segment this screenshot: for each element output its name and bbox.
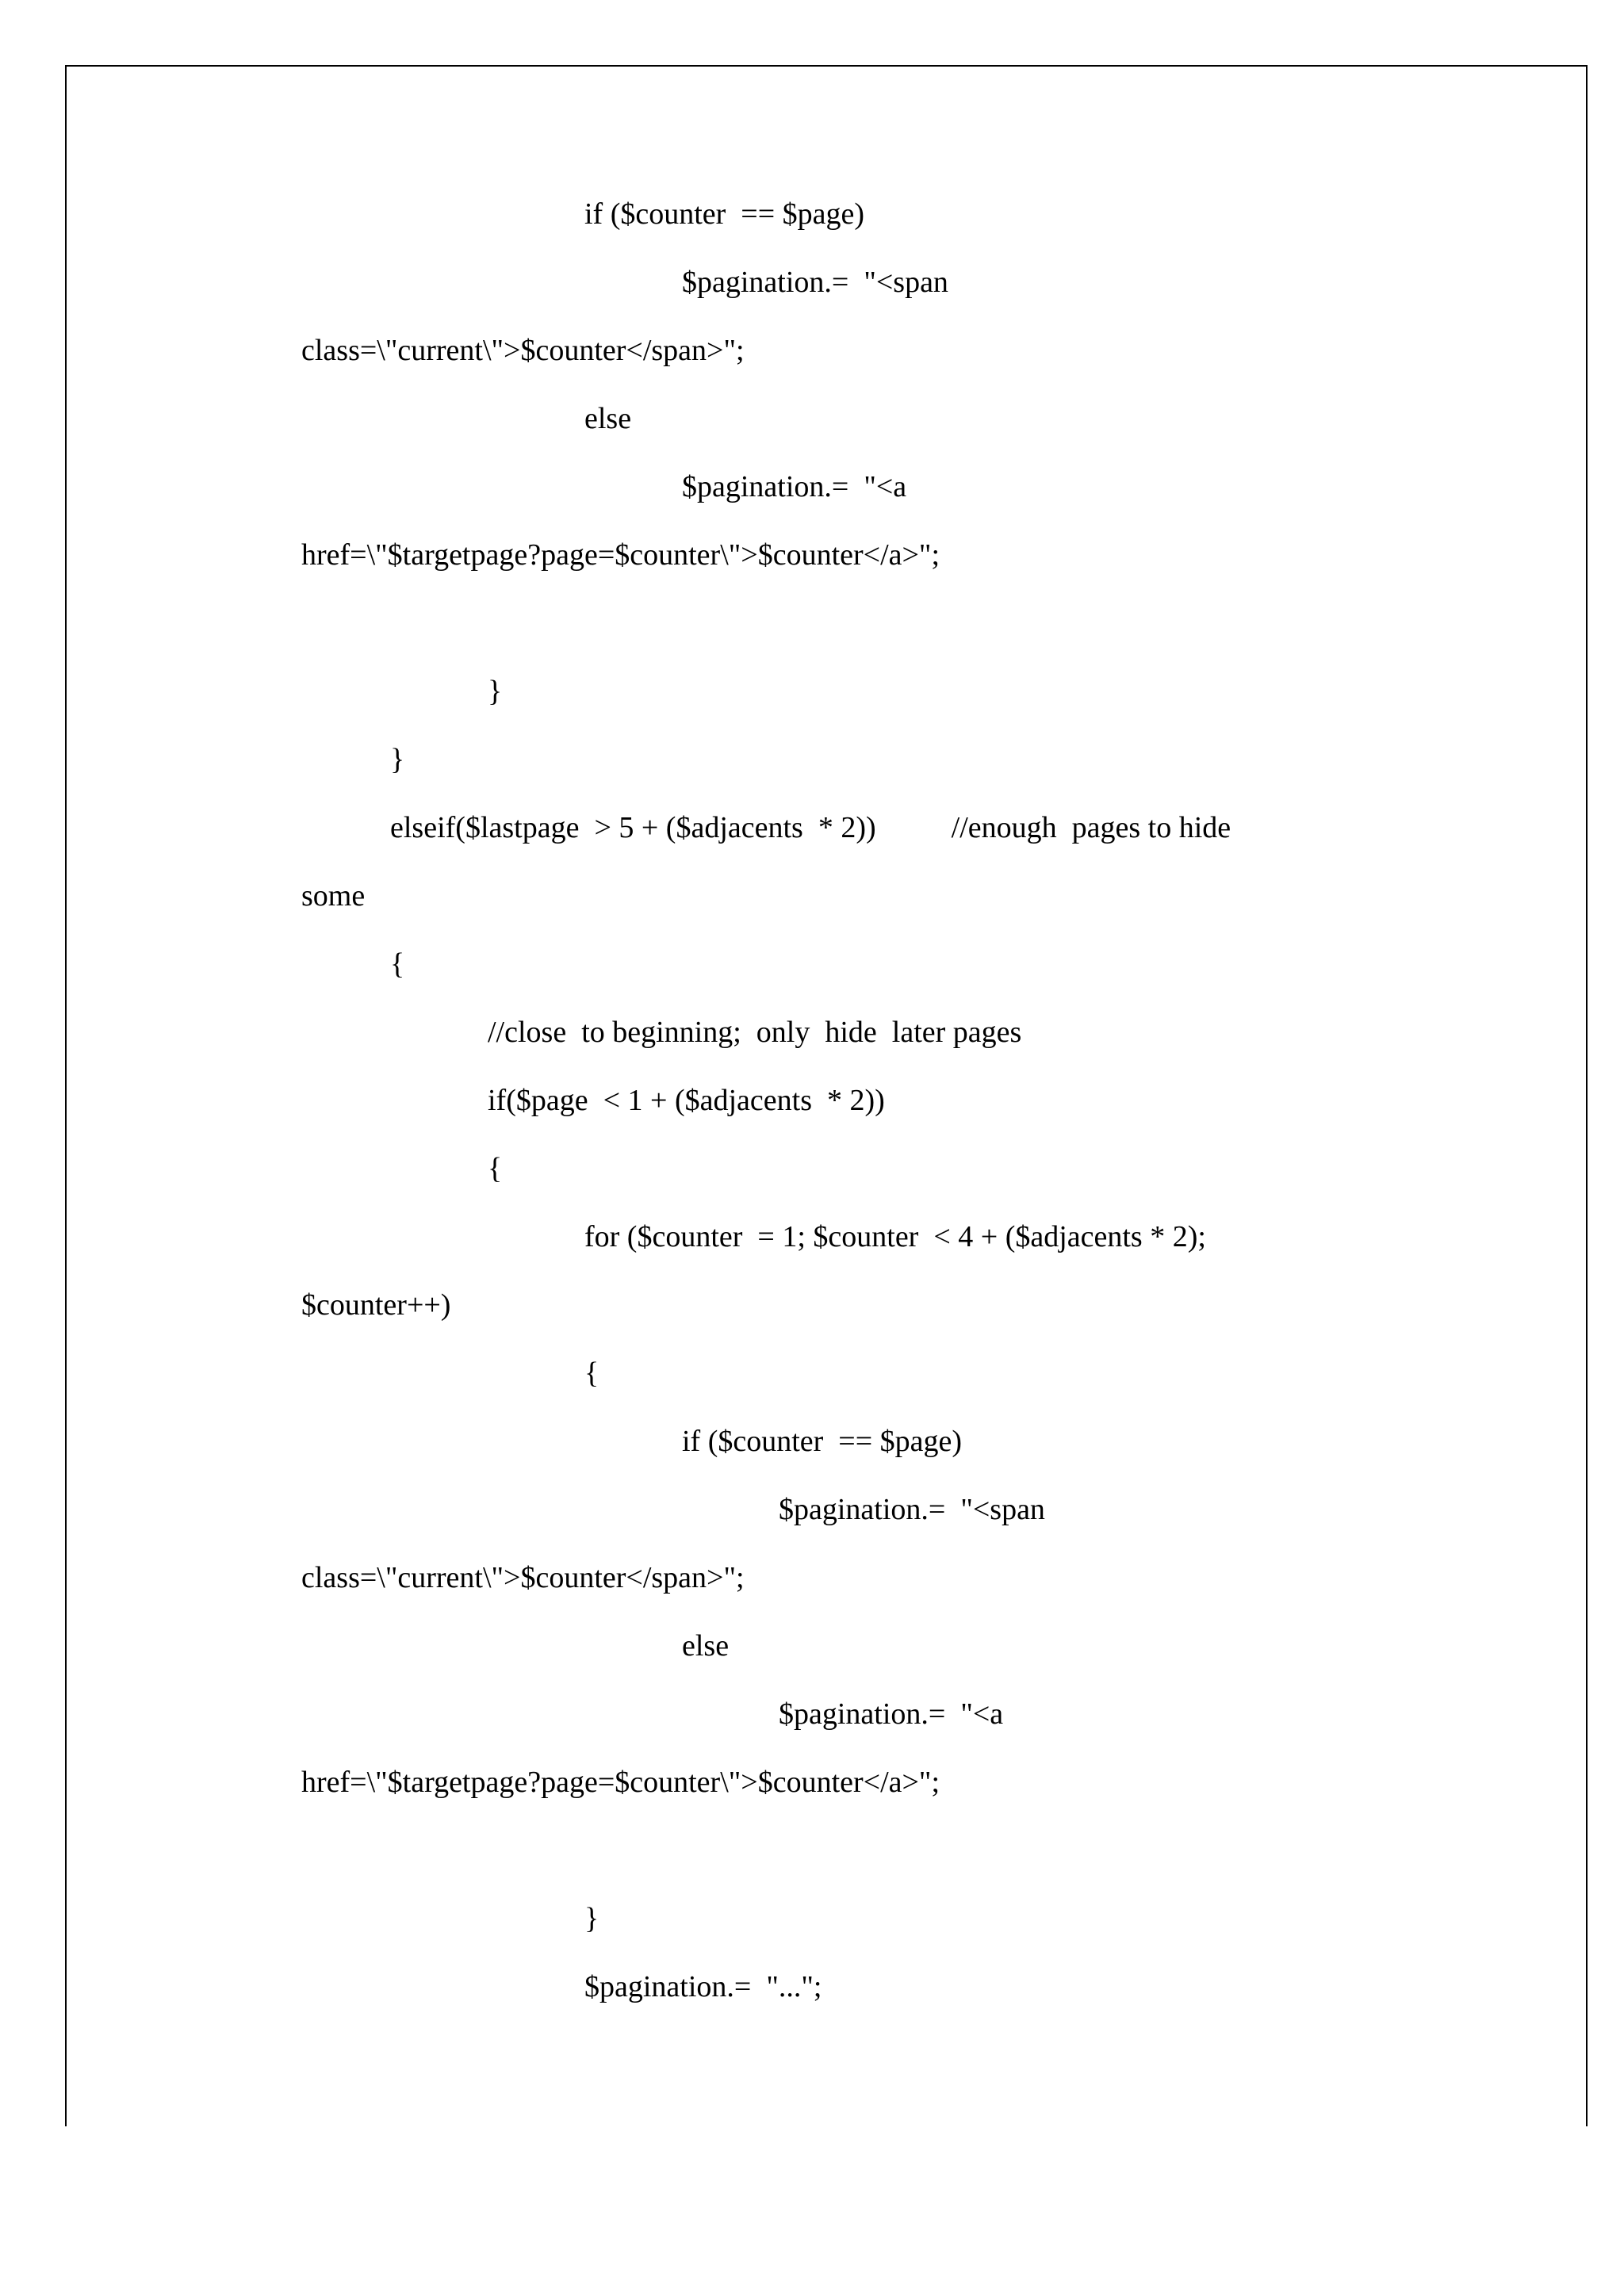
code-line: href=\"$targetpage?page=$counter\">$counter</a>"; [301,538,940,572]
code-line: if ($counter == $page) [584,197,865,231]
code-line: //close to beginning; only hide later pages [488,1016,1022,1049]
code-line: { [584,1357,599,1390]
code-line: $pagination.= "<span [779,1493,1045,1526]
code-line: $pagination.= "<a [682,470,907,503]
code-line: class=\"current\">$counter</span>"; [301,1561,745,1594]
code-line: if ($counter == $page) [682,1425,963,1458]
code-line: { [488,1152,503,1185]
code-line: class=\"current\">$counter</span>"; [301,334,745,367]
code-line: } [584,1902,599,1935]
code-line: some [301,879,366,913]
code-line: else [584,402,632,435]
code-line: elseif($lastpage > 5 + ($adjacents * 2)) //enough pages to hide [390,811,1231,844]
code-line: $pagination.= "..."; [584,1970,822,2003]
code-line: $counter++) [301,1288,451,1322]
code-line: { [390,947,405,981]
code-line: else [682,1629,730,1663]
code-line: } [390,743,405,776]
code-line: $pagination.= "<a [779,1697,1004,1731]
code-line: for ($counter = 1; $counter < 4 + ($adjacents * 2); [584,1220,1206,1253]
code-line: href=\"$targetpage?page=$counter\">$counter</a>"; [301,1766,940,1799]
code-line: if($page < 1 + ($adjacents * 2)) [488,1084,885,1117]
code-line: } [488,675,503,708]
code-line: $pagination.= "<span [682,266,948,299]
